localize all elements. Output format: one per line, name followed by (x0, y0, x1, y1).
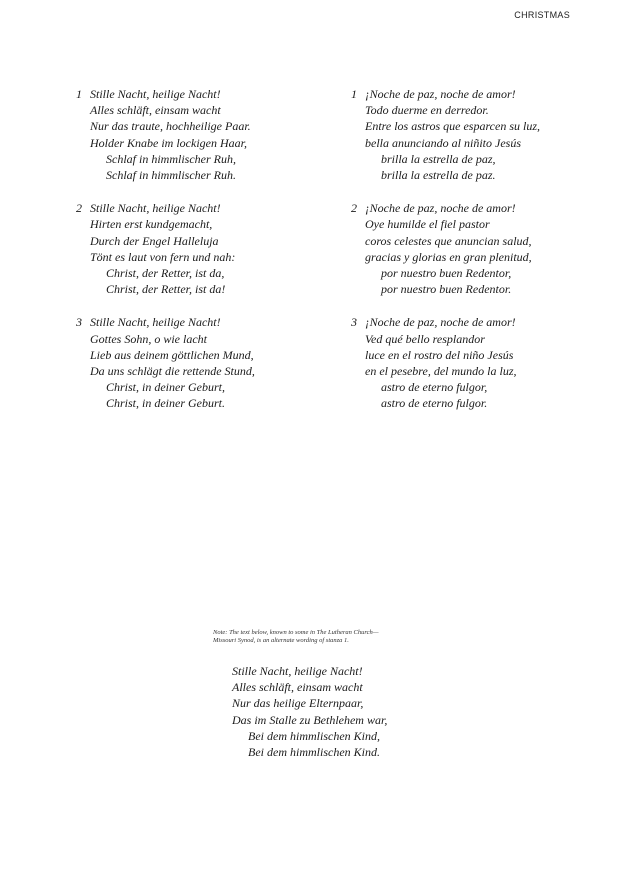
stanza-number: 2 (76, 201, 82, 216)
stanza-number: 2 (351, 201, 357, 216)
stanza-number: 1 (76, 87, 82, 101)
spanish-stanza-1 (351, 86, 540, 183)
german-stanza-2 (76, 200, 255, 297)
spanish-stanza-2 (351, 200, 540, 297)
german-stanza-3 (76, 314, 255, 411)
lyric-line: Christ, in deiner Geburt, (106, 380, 225, 395)
lyric-line: Schlaf in himmlischer Ruh, (106, 151, 236, 166)
lyric-line: por nuestro buen Redentor, (381, 266, 512, 281)
lyric-line: Bei dem himmlischen Kind. (248, 745, 380, 760)
lyric-line: brilla la estrella de paz. (381, 168, 496, 183)
alternate-wording-note (213, 629, 433, 645)
lyric-line: ¡Noche de paz, noche de amor! (365, 201, 516, 216)
spanish-stanza-3 (351, 314, 540, 411)
lyric-line: por nuestro buen Redentor. (381, 282, 512, 297)
lyric-line: astro de eterno fulgor, (381, 380, 488, 395)
lyric-line: brilla la estrella de paz, (381, 151, 496, 166)
lyric-line: Stille Nacht, heilige Nacht! (90, 315, 221, 330)
note-line: Missouri Synod, is an alternate wording of stanza 1. (213, 637, 349, 644)
lyric-line: Alles schläft, einsam wacht (90, 103, 221, 118)
stanza-number: 1 (351, 87, 357, 101)
german-column (76, 86, 255, 429)
lyric-line: Stille Nacht, heilige Nacht! (232, 664, 363, 678)
lyric-line: Entre los astros que esparcen su luz, (365, 119, 540, 134)
lyric-line: Gottes Sohn, o wie lacht (90, 331, 207, 346)
lyric-line: Oye humilde el fiel pastor (365, 217, 490, 232)
lyric-line: Holder Knabe im lockigen Haar, (90, 135, 247, 150)
lyric-line: ¡Noche de paz, noche de amor! (365, 315, 516, 330)
lyric-line: Nur das heilige Elternpaar, (232, 696, 364, 711)
lyric-line: Ved qué bello resplandor (365, 331, 485, 346)
lyric-line: Stille Nacht, heilige Nacht! (90, 201, 221, 216)
lyric-line: Christ, in deiner Geburt. (106, 396, 225, 411)
lyric-line: gracias y glorias en gran plenitud, (365, 249, 532, 264)
lyric-line: coros celestes que anuncian salud, (365, 233, 532, 248)
lyric-line: Christ, der Retter, ist da, (106, 266, 225, 281)
lyric-line: Stille Nacht, heilige Nacht! (90, 87, 221, 101)
lyric-line: en el pesebre, del mundo la luz, (365, 364, 517, 379)
note-line: Note: The text below, known to some in The Lutheran Church— (213, 629, 379, 636)
lyric-line: bella anunciando al niñito Jesús (365, 135, 521, 150)
stanza-number: 3 (76, 315, 82, 330)
lyric-line: Christ, der Retter, ist da! (106, 282, 226, 297)
section-header: CHRISTMAS (514, 10, 570, 20)
lyric-line: ¡Noche de paz, noche de amor! (365, 87, 516, 101)
lyric-line: Lieb aus deinem göttlichen Mund, (90, 347, 254, 362)
lyric-line: Tönt es laut von fern und nah: (90, 249, 236, 264)
lyric-line: Durch der Engel Halleluja (90, 233, 219, 248)
spanish-column (351, 86, 540, 429)
lyric-line: luce en el rostro del niño Jesús (365, 347, 514, 362)
lyric-line: Nur das traute, hochheilige Paar. (90, 119, 251, 134)
lyric-line: Todo duerme en derredor. (365, 103, 489, 118)
lyric-line: Da uns schlägt die rettende Stund, (90, 364, 255, 379)
lyric-line: Das im Stalle zu Bethlehem war, (232, 712, 388, 727)
stanza-number: 3 (351, 315, 357, 330)
lyric-line: astro de eterno fulgor. (381, 396, 488, 411)
lyric-line: Alles schläft, einsam wacht (232, 680, 363, 695)
alternate-stanza (232, 663, 387, 760)
lyric-line: Bei dem himmlischen Kind, (248, 728, 380, 743)
german-stanza-1 (76, 86, 255, 183)
lyric-line: Hirten erst kundgemacht, (90, 217, 213, 232)
lyric-line: Schlaf in himmlischer Ruh. (106, 168, 236, 183)
